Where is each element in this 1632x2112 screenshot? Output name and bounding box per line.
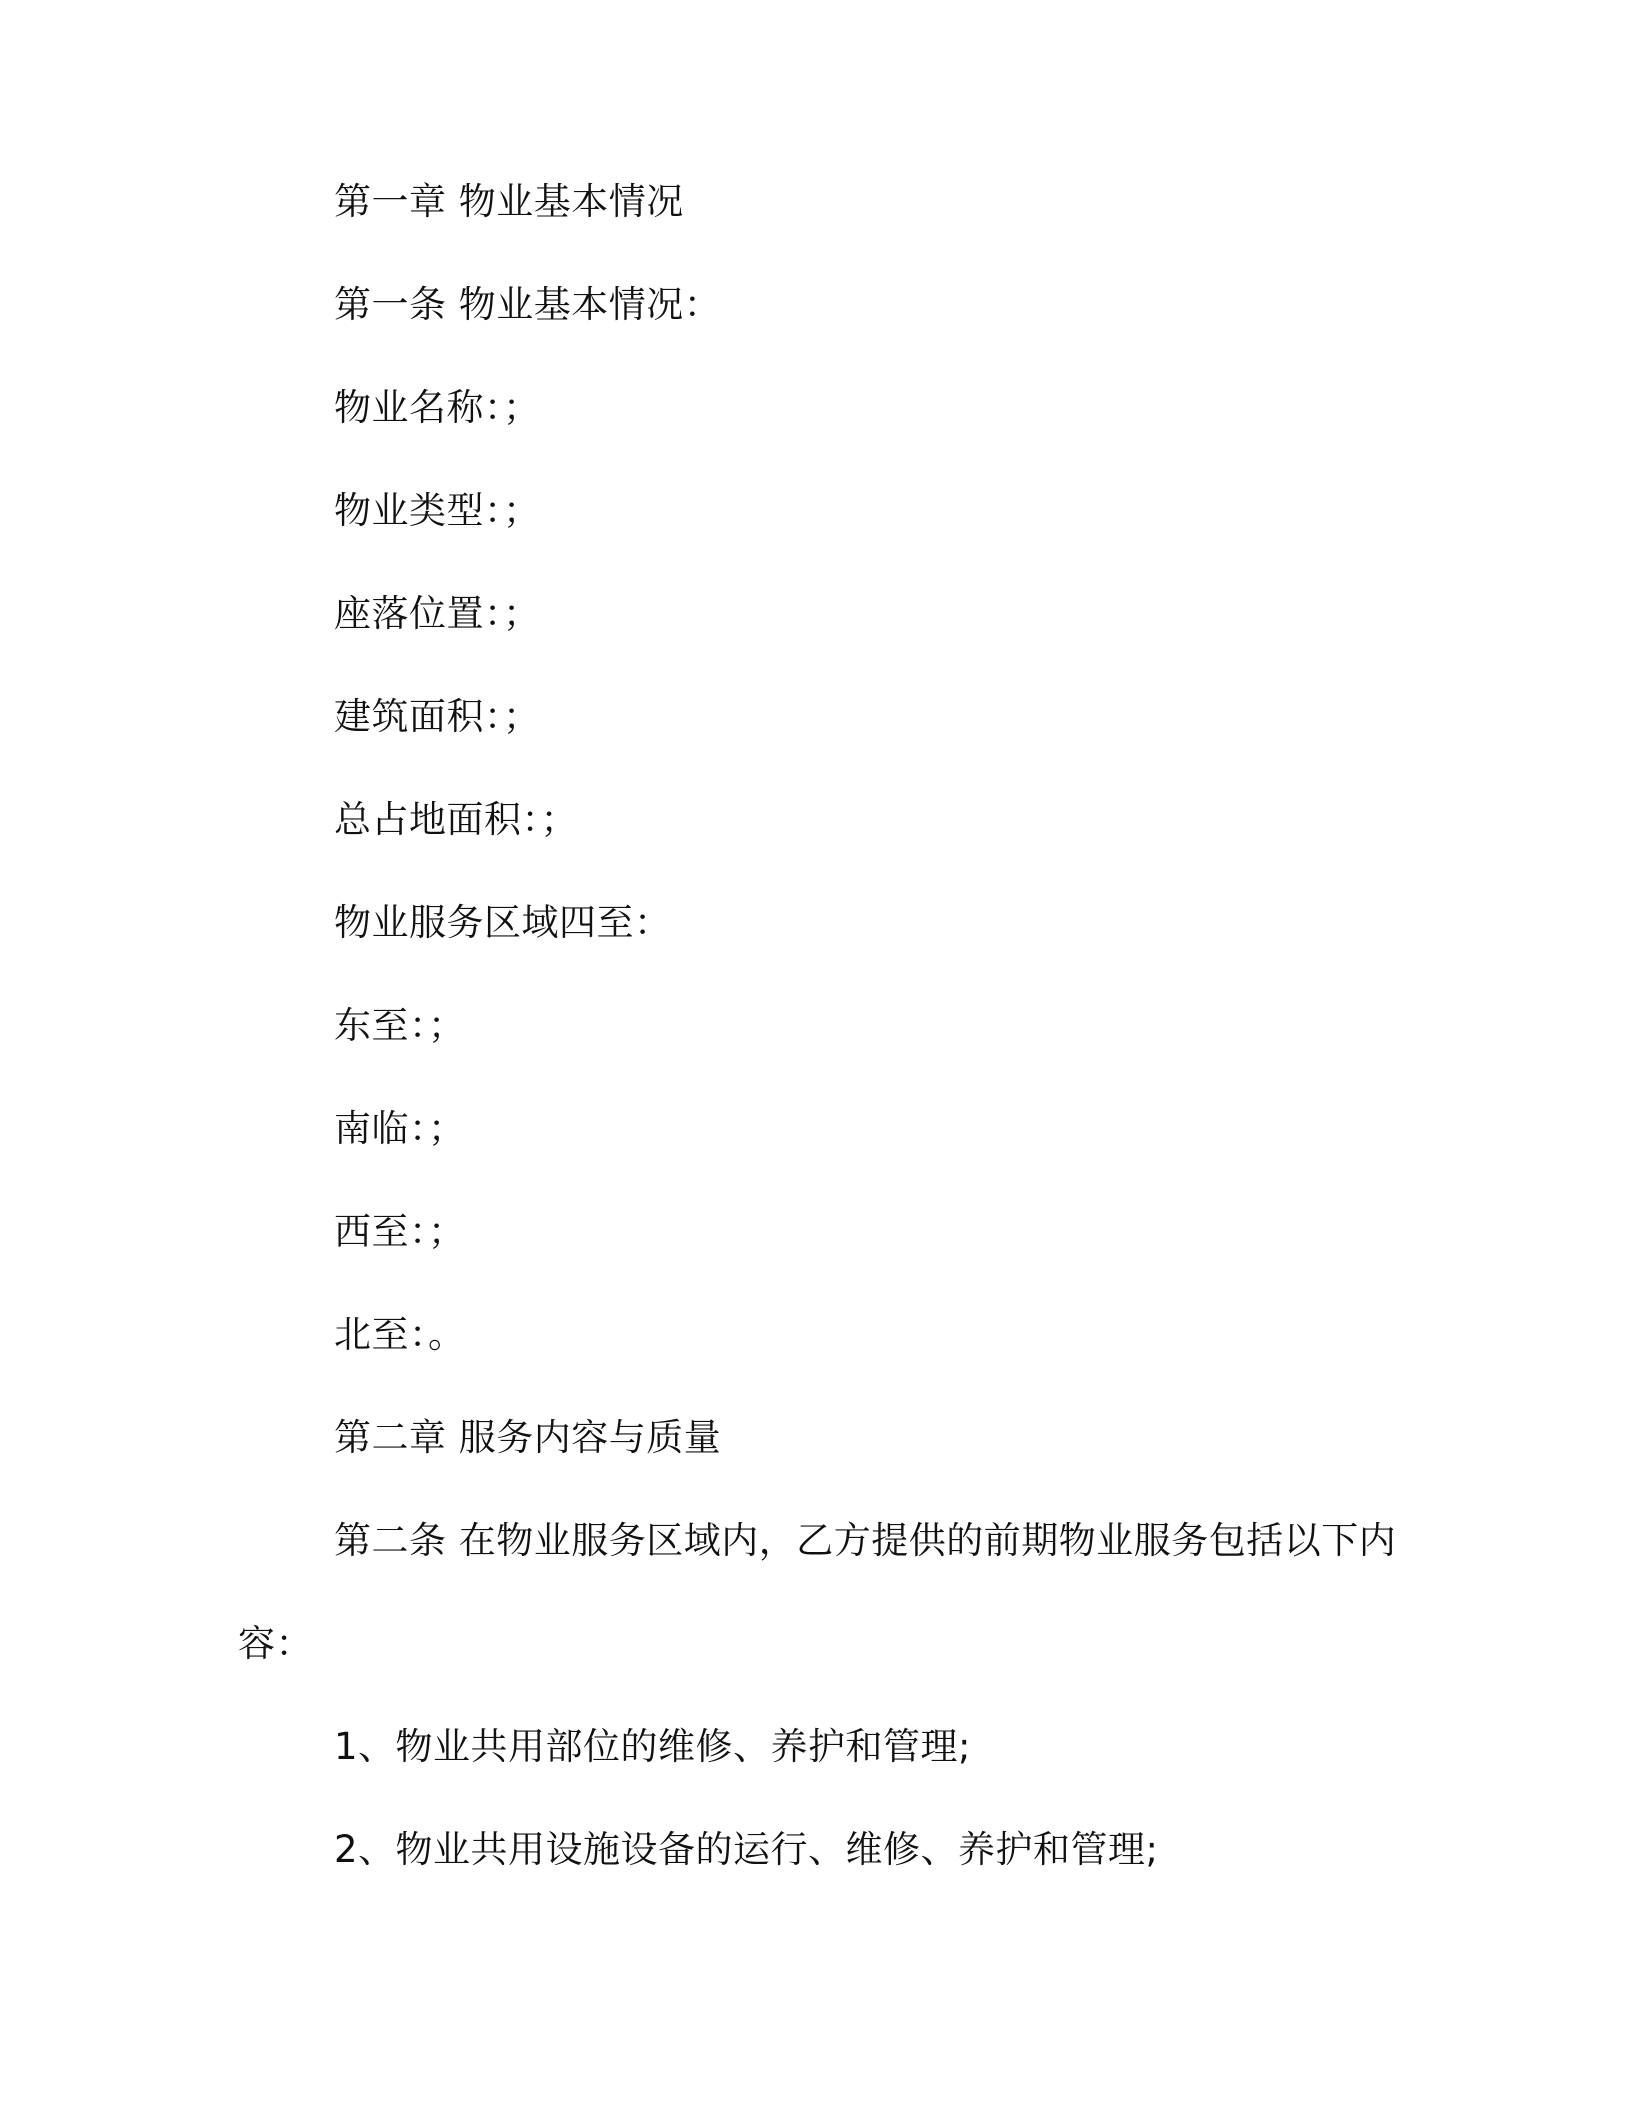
land-area-line: 总占地面积：； — [334, 798, 578, 841]
article-2-first-line: 第二条 在物业服务区域内，乙方提供的前期物业服务包括以下内 — [334, 1519, 1397, 1562]
article-2-paragraph — [238, 1519, 1397, 1666]
property-name-line: 物业名称：； — [334, 386, 541, 429]
service-item-2: 2、物业共用设施设备的运行、维修、养护和管理; — [334, 1828, 1159, 1871]
north-boundary-line: 北至：。 — [334, 1313, 466, 1356]
service-item-1: 1、物业共用部位的维修、养护和管理; — [334, 1725, 972, 1768]
chapter-2-heading: 第二章 服务内容与质量 — [334, 1416, 722, 1459]
chapter-1-heading: 第一章 物业基本情况 — [334, 180, 684, 223]
east-boundary-line: 东至：； — [334, 1004, 466, 1047]
boundaries-line: 物业服务区域四至： — [334, 901, 672, 944]
location-line: 座落位置：； — [334, 592, 541, 635]
property-type-line: 物业类型：； — [334, 489, 541, 532]
article-2-continuation: 容： — [238, 1622, 313, 1665]
south-boundary-line: 南临：； — [334, 1107, 466, 1150]
article-1-heading: 第一条 物业基本情况： — [334, 283, 722, 326]
building-area-line: 建筑面积：； — [334, 695, 541, 738]
west-boundary-line: 西至：； — [334, 1210, 466, 1253]
